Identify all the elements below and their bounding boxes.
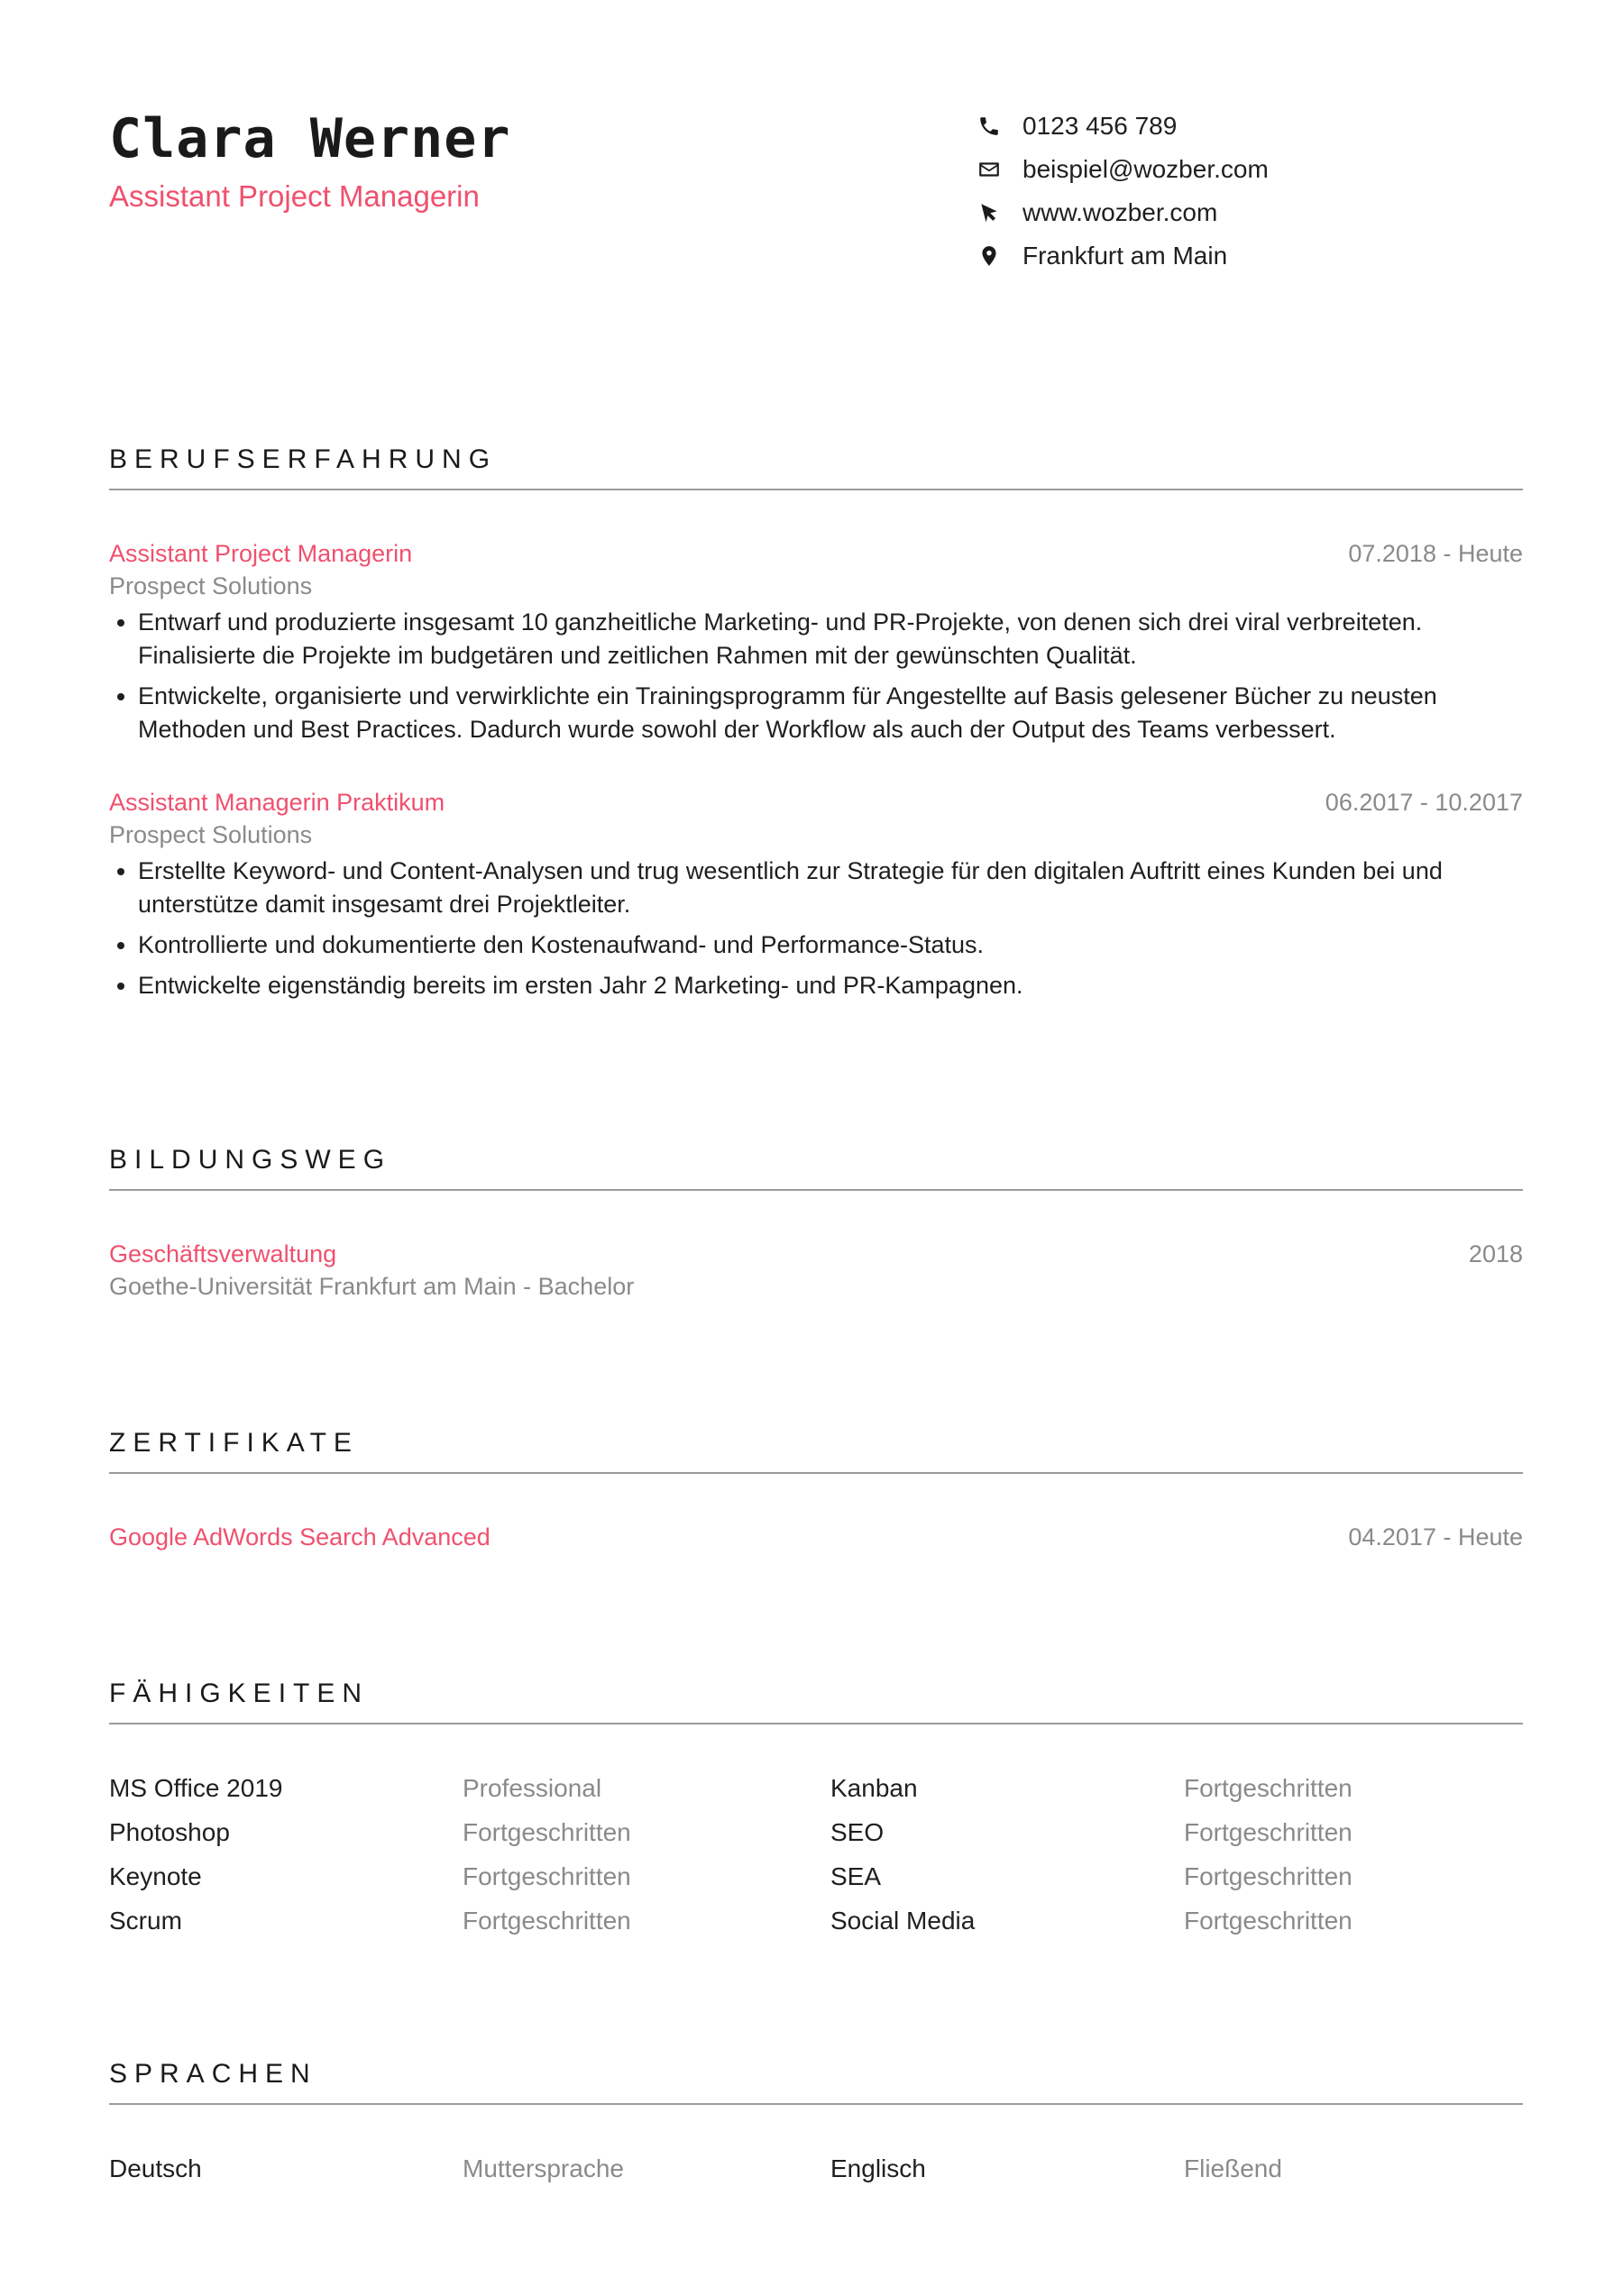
section-skills <box>109 1676 1523 1937</box>
section-title-experience: BERUFSERFAHRUNG <box>109 442 1523 490</box>
job-bullets <box>109 606 1523 746</box>
contact-phone-text: 0123 456 789 <box>1022 112 1178 140</box>
skill-level: Fortgeschritten <box>1184 1818 1352 1846</box>
language-level: Muttersprache <box>463 2154 624 2182</box>
language-name: Englisch <box>830 2154 926 2182</box>
job-bullet: • Kontrollierte und dokumentierte den Kostenaufwand- und Performance-Status. <box>138 928 1523 962</box>
skill-name: SEO <box>830 1818 885 1846</box>
section-title-certificates: ZERTIFIKATE <box>109 1425 1523 1474</box>
contact-phone <box>977 105 1269 148</box>
job-date: 07.2018 - Heute <box>1348 540 1523 567</box>
skill-name: SEA <box>830 1862 882 1890</box>
job-company: Prospect Solutions <box>109 821 313 848</box>
experience-entry <box>109 537 1523 746</box>
job-bullet: • Erstellte Keyword- und Content-Analysen und trug wesentlich zur Strategie für den digitalen Auftritt eines Kunden bei und unterstütze damit insgesamt drei Projektleiter. <box>138 855 1523 921</box>
location-pin-icon <box>977 244 1001 268</box>
contact-location <box>977 234 1269 278</box>
languages-grid <box>109 2152 1523 2185</box>
certificate-entry <box>109 1521 1523 1553</box>
skill-name: Kanban <box>830 1774 918 1802</box>
section-education <box>109 1142 1523 1303</box>
resume-page <box>109 0 1523 2182</box>
section-title-languages: SPRACHEN <box>109 2056 1523 2105</box>
experience-entry <box>109 786 1523 1002</box>
contact-website-text[interactable]: www.wozber.com <box>1022 198 1218 226</box>
skill-level: Fortgeschritten <box>1184 1774 1352 1802</box>
job-date: 06.2017 - 10.2017 <box>1325 789 1523 816</box>
school-name: Goethe-Universität Frankfurt am Main - Bachelor <box>109 1273 635 1300</box>
job-bullet: • Entwickelte eigenständig bereits im ersten Jahr 2 Marketing- und PR-Kampagnen. <box>138 969 1523 1002</box>
job-title: Assistant Project Managerin <box>109 540 413 567</box>
contact-website <box>977 191 1269 234</box>
skill-name: Photoshop <box>109 1818 230 1846</box>
job-title: Assistant Managerin Praktikum <box>109 789 445 816</box>
section-title-skills: FÄHIGKEITEN <box>109 1676 1523 1724</box>
education-entry <box>109 1238 1523 1303</box>
contact-list <box>977 105 1269 278</box>
mail-icon <box>977 158 1001 181</box>
resume-header <box>109 0 1523 424</box>
job-company: Prospect Solutions <box>109 572 313 599</box>
certificate-date: 04.2017 - Heute <box>1348 1523 1523 1550</box>
skill-name: Scrum <box>109 1907 182 1935</box>
skill-name: Keynote <box>109 1862 202 1890</box>
degree-title: Geschäftsverwaltung <box>109 1240 337 1267</box>
contact-email <box>977 148 1269 191</box>
language-level: Fließend <box>1184 2154 1282 2182</box>
contact-location-text: Frankfurt am Main <box>1022 242 1228 270</box>
section-languages <box>109 2056 1523 2185</box>
skill-name: Social Media <box>830 1907 976 1935</box>
language-name: Deutsch <box>109 2154 202 2182</box>
skill-level: Fortgeschritten <box>463 1907 631 1935</box>
candidate-name: Clara Werner <box>109 107 511 170</box>
section-certificates <box>109 1425 1523 1553</box>
skill-level: Fortgeschritten <box>463 1818 631 1846</box>
skill-level: Fortgeschritten <box>1184 1862 1352 1890</box>
skill-level: Professional <box>463 1774 602 1802</box>
skill-level: Fortgeschritten <box>463 1862 631 1890</box>
section-experience <box>109 442 1523 1010</box>
job-bullet: • Entwarf und produzierte insgesamt 10 ganzheitliche Marketing- und PR-Projekte, von denen sich drei viral verbreiteten. Finalisierte die Projekte im budgetären und zeitlichen Rahmen mit der gewünschten Qualität. <box>138 606 1523 672</box>
skill-level: Fortgeschritten <box>1184 1907 1352 1935</box>
contact-email-text[interactable]: beispiel@wozber.com <box>1022 155 1269 183</box>
job-bullet: • Entwickelte, organisierte und verwirklichte ein Trainingsprogramm für Angestellte auf Basis gelesener Bücher zu neusten Methoden und Best Practices. Dadurch wurde sowohl der Workflow als auch der Output des Teams verbessert. <box>138 680 1523 746</box>
skills-grid <box>109 1771 1523 1937</box>
skill-name: MS Office 2019 <box>109 1774 283 1802</box>
certificate-title: Google AdWords Search Advanced <box>109 1523 491 1550</box>
cursor-icon <box>977 201 1001 224</box>
phone-icon <box>977 114 1001 138</box>
degree-date: 2018 <box>1468 1240 1523 1267</box>
candidate-title: Assistant Project Managerin <box>109 179 480 213</box>
job-bullets <box>109 855 1523 1002</box>
section-title-education: BILDUNGSWEG <box>109 1142 1523 1191</box>
